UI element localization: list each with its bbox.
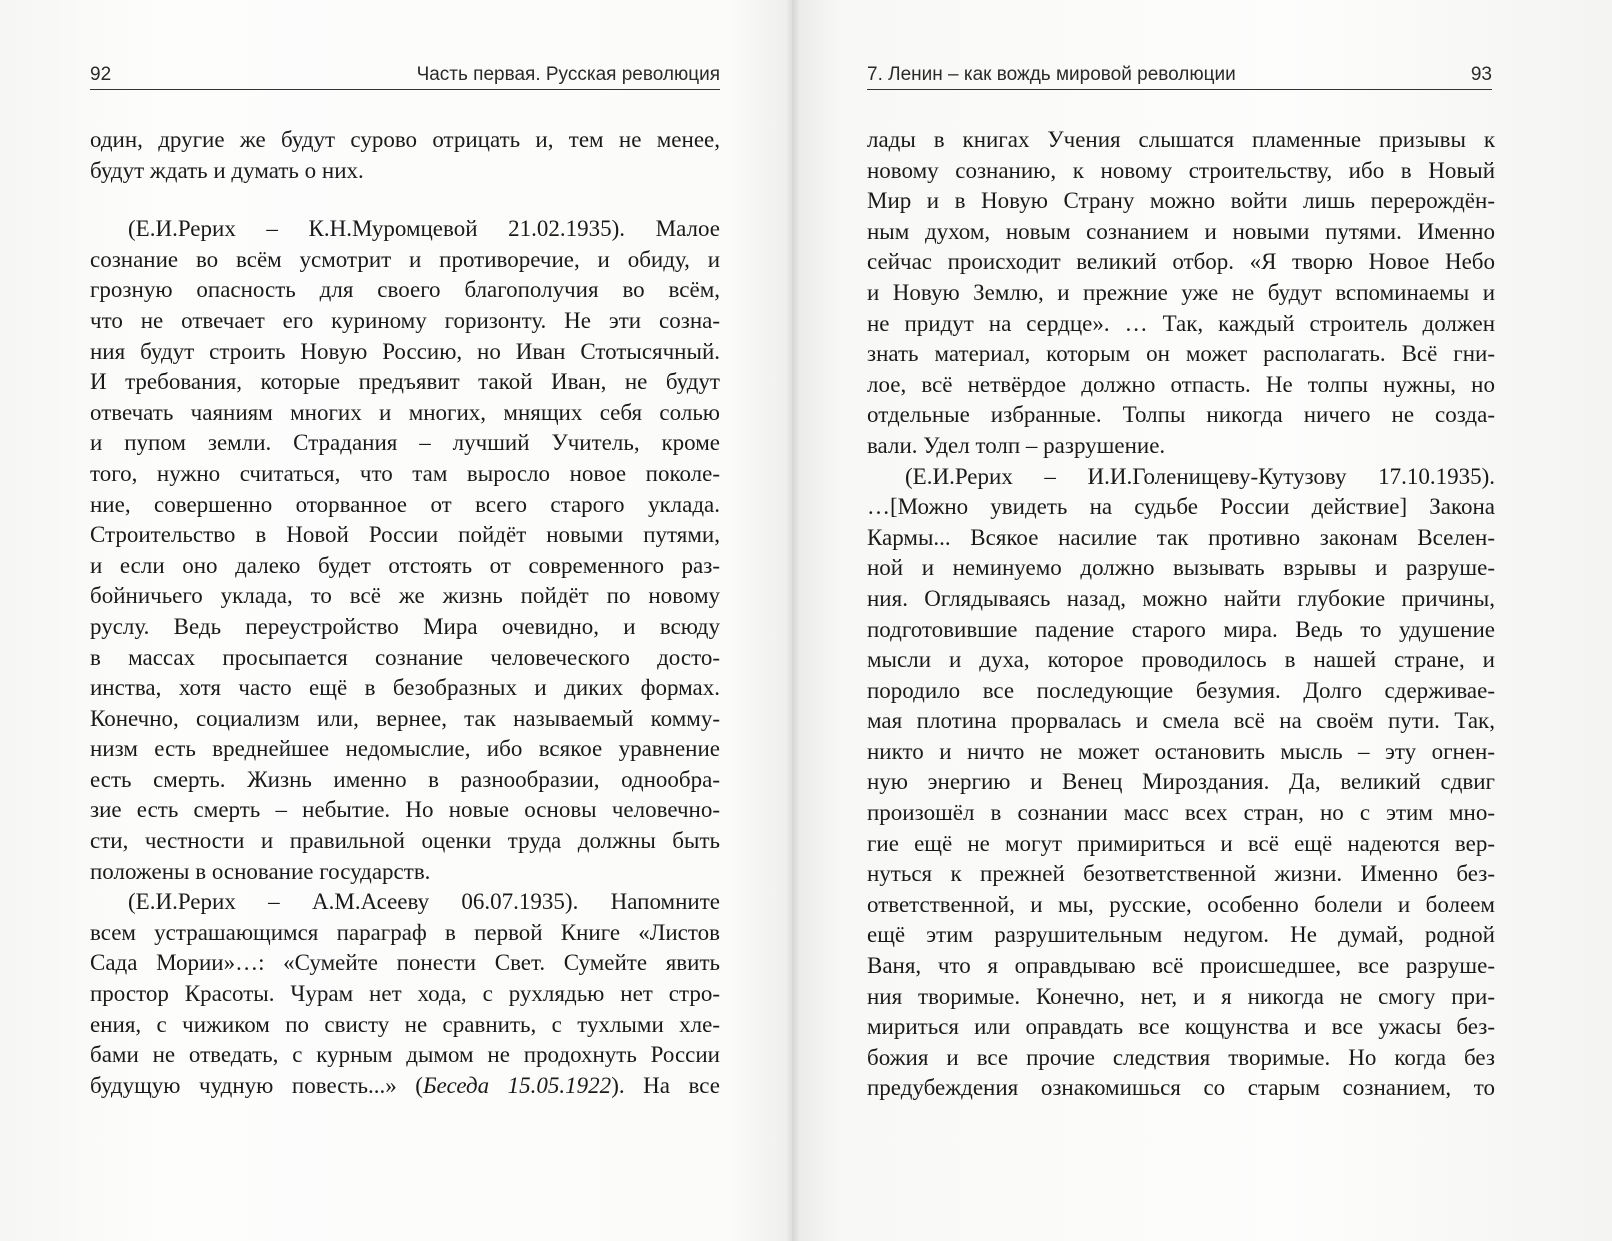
text-line-with-citation	[90, 1071, 720, 1102]
text-line: мириться или оправдать все кощунства и все ужасы без-	[867, 1014, 1495, 1040]
text-line: вали. Удел толп – разрушение.	[867, 432, 1166, 458]
text-line: есть смерть. Жизнь именно в разнообразии, однообра-	[90, 766, 720, 792]
text-line: Строительство в Новой России пойдёт новыми путями,	[90, 522, 720, 548]
text-line: лое, всё нетвёрдое должно отпасть. Не толпы нужны, но	[867, 371, 1495, 397]
text-fragment: будущую чудную повесть...» (	[90, 1072, 423, 1098]
text-line: подготовившие падение старого мира. Ведь то удушение	[867, 616, 1495, 642]
text-line: Ваня, что я оправдываю всё происшедшее, все разруше-	[867, 953, 1495, 979]
text-line: гие ещё не могут примириться и всё ещё надеются вер-	[867, 830, 1495, 856]
text-line: ещё этим разрушительным недугом. Не думай, родной	[867, 922, 1495, 948]
running-head-title-left: Часть первая. Русская революция	[416, 64, 720, 85]
text-line: ения, с чижиком по свисту не сравнить, с тухлыми хле-	[90, 1011, 720, 1037]
text-line: положены в основание государств.	[90, 858, 431, 884]
right-page-body	[867, 125, 1495, 1104]
page-number-right: 93	[1470, 64, 1492, 85]
running-head-title-right: 7. Ленин – как вождь мировой революции	[867, 64, 1236, 85]
text-line: ным духом, новым сознанием и новыми путями. Именно	[867, 218, 1495, 244]
text-line: (Е.И.Рерих – И.И.Голенищеву-Кутузову 17.10.1935).	[905, 463, 1495, 489]
text-line: Конечно, социализм или, вернее, так называемый комму-	[90, 705, 720, 731]
text-line: мысли и духа, которое проводилось в нашей стране, и	[867, 647, 1495, 673]
text-line: Мир и в Новую Страну можно войти лишь перерождён-	[867, 188, 1495, 214]
text-line: ния будут строить Новую Россию, но Иван Стотысячный.	[90, 338, 720, 364]
text-line: отвечать чаяниям многих и многих, мнящих себя солью	[90, 399, 720, 425]
left-running-head	[90, 50, 720, 90]
citation-italic: Беседа 15.05.1922	[422, 1072, 612, 1098]
left-page	[0, 0, 792, 1241]
text-fragment: ). На все	[611, 1072, 720, 1098]
text-line: (Е.И.Рерих – К.Н.Муромцевой 21.02.1935). Малое	[128, 216, 720, 242]
text-line: простор Красоты. Чурам нет хода, с рухлядью нет стро-	[90, 981, 720, 1007]
right-page	[792, 0, 1612, 1241]
text-line: грозную опасность для своего благополучия во всём,	[90, 277, 720, 303]
text-line: произошёл в сознании масс всех стран, но с этим мно-	[867, 800, 1495, 826]
text-line: один, другие же будут сурово отрицать и, тем не менее,	[90, 127, 720, 152]
text-line: …[Можно увидеть на судьбе России действие] Закона	[867, 494, 1495, 520]
text-line: божия и все прочие следствия творимые. Но когда без	[867, 1044, 1495, 1070]
text-line: сти, честности и правильной оценки труда должны быть	[90, 828, 720, 854]
text-line: породило все последующие безумия. Долго сдерживае-	[867, 677, 1495, 703]
text-line: всем устрашающимся параграф в первой Книге «Листов	[90, 919, 720, 945]
text-line: И требования, которые предъявит такой Иван, не будут	[90, 369, 720, 395]
text-line: бойничьего уклада, то всё же жизнь пойдёт по новому	[90, 583, 720, 609]
text-line: сознание во всём усмотрит и противоречие, и обиду, и	[90, 246, 720, 272]
header-rule	[90, 89, 720, 90]
text-line: не придут на сердце». … Так, каждый строитель должен	[867, 310, 1495, 336]
text-line: зие есть смерть – небытие. Но новые основы человечно-	[90, 797, 720, 823]
paragraph-gap	[90, 186, 720, 214]
text-line: инства, хотя часто ещё в безобразных и диких формах.	[90, 675, 720, 701]
text-line: лады в книгах Учения слышатся пламенные призывы к	[867, 127, 1495, 152]
text-line: ния творимые. Конечно, нет, и я никогда не смогу при-	[867, 983, 1495, 1009]
text-line: в массах просыпается сознание человеческого досто-	[90, 644, 720, 670]
text-line: нуться к прежней безответственной жизни. Именно без-	[867, 861, 1495, 887]
text-line: бами не отведать, с курным дымом не продохнуть России	[90, 1042, 720, 1068]
text-line: что не отвечает его куриному горизонту. Не эти созна-	[90, 307, 720, 333]
text-line: и если оно далеко будет отстоять от современного раз-	[90, 552, 720, 578]
text-line: ответственной, и мы, русские, особенно болели и болеем	[867, 891, 1495, 917]
text-line: Сада Мории»…: «Сумейте понести Свет. Сумейте явить	[90, 950, 720, 976]
text-line: никто и ничто не может остановить мысль – эту огнен-	[867, 738, 1495, 764]
text-line: руслу. Ведь переустройство Мира очевидно, и всюду	[90, 613, 720, 639]
header-rule	[867, 89, 1492, 90]
text-line: и Новую Землю, и прежние уже не будут вспоминаемы и	[867, 279, 1495, 305]
text-line: будут ждать и думать о них.	[90, 157, 364, 183]
text-line: низм есть вреднейшее недомыслие, ибо всякое уравнение	[90, 736, 720, 762]
text-line: предубеждения ознакомишься со старым сознанием, то	[867, 1075, 1495, 1101]
text-line: отдельные избранные. Толпы никогда ничего не созда-	[867, 402, 1495, 428]
right-running-head	[867, 50, 1492, 90]
text-line: ния. Оглядываясь назад, можно найти глубокие причины,	[867, 585, 1495, 611]
text-line: мая плотина прорвалась и смела всё на своём пути. Так,	[867, 708, 1495, 734]
text-line: ную энергию и Венец Мироздания. Да, великий сдвиг	[867, 769, 1495, 795]
text-line: новому сознанию, к новому строительству, ибо в Новый	[867, 157, 1495, 183]
text-line: того, нужно считаться, что там выросло новое поколе-	[90, 460, 720, 486]
text-line: знать материал, которым он может располагать. Всё гни-	[867, 341, 1495, 367]
text-line: и пупом земли. Страдания – лучший Учитель, кроме	[90, 430, 720, 456]
page-number-left: 92	[90, 64, 112, 85]
text-line: сейчас происходит великий отбор. «Я творю Новое Небо	[867, 249, 1495, 275]
left-page-body	[90, 125, 720, 1101]
text-line: Кармы... Всякое насилие так противно законам Вселен-	[867, 524, 1495, 550]
book-gutter	[786, 0, 800, 1241]
text-line: ние, совершенно оторванное от всего старого уклада.	[90, 491, 720, 517]
text-line: (Е.И.Рерих – А.М.Асееву 06.07.1935). Напомните	[128, 889, 720, 915]
text-line: ной и неминуемо должно вызывать взрывы и разруше-	[867, 555, 1495, 581]
